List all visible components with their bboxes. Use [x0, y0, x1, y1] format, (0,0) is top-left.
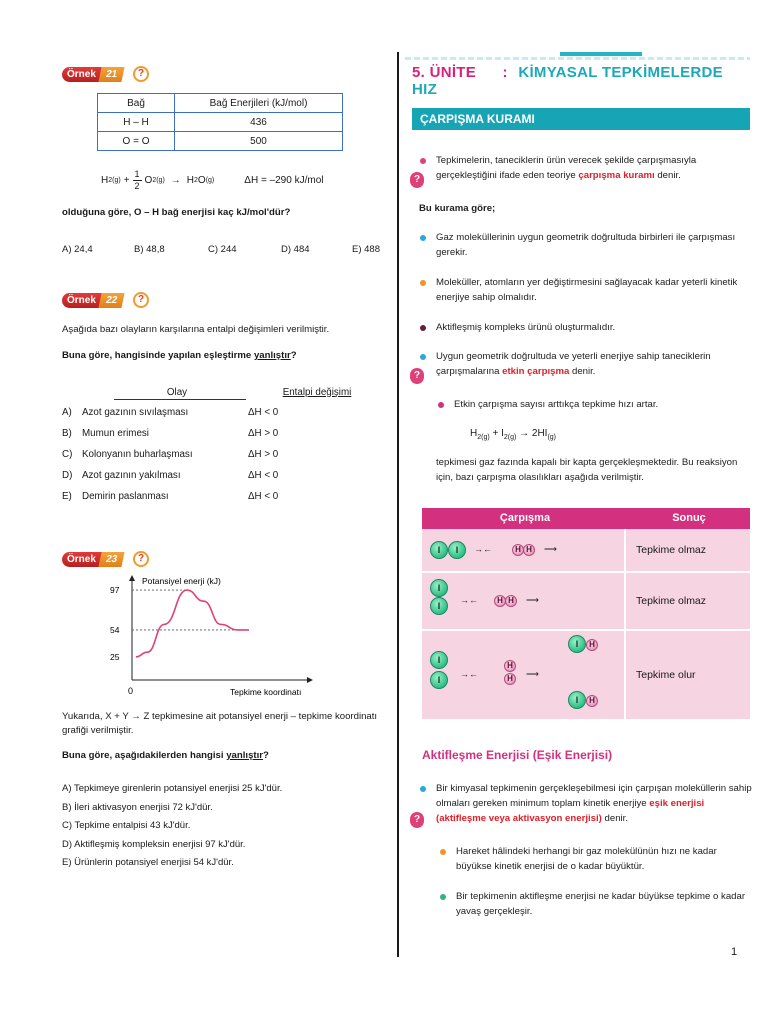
iodine-atom-icon: I: [448, 541, 466, 559]
example-number: 21: [98, 67, 124, 82]
origin-label: 0: [128, 686, 134, 696]
example-label: Örnek: [62, 552, 102, 567]
result-cell: Tepkime olmaz: [626, 573, 750, 629]
bullet-icon: [438, 402, 444, 408]
hydrogen-atom-icon: H: [504, 660, 516, 672]
highlight-term: çarpışma kuramı: [578, 170, 655, 181]
table-cell: 436: [175, 113, 343, 132]
table-row: [422, 529, 750, 573]
bullet-text: [436, 349, 752, 379]
event-text: Kolonyanın buharlaşması: [82, 449, 193, 460]
hi-reaction-equation: [470, 428, 556, 441]
formula-h2o: H: [186, 174, 195, 186]
text-run: denir.: [601, 813, 628, 824]
table-header-row: [422, 508, 750, 529]
example-label: Örnek: [62, 293, 102, 308]
header-underline: [114, 399, 246, 400]
table-row: [422, 573, 750, 631]
result-cell: Tepkime olur: [626, 631, 750, 719]
unit-name: KİMYASAL TEPKİMELERDE HIZ: [412, 64, 723, 98]
x-axis-label: Tepkime koordinatı: [230, 687, 302, 697]
collision-cell: [422, 529, 626, 571]
option-e[interactable]: E) 488: [352, 244, 380, 255]
reaction-arrow: →: [519, 428, 530, 439]
collision-cell: [422, 631, 626, 719]
bullet-icon: [420, 280, 426, 286]
answer-options: [62, 244, 392, 258]
event-text: Mumun erimesi: [82, 428, 149, 439]
formula-h2: H: [470, 428, 478, 439]
bullet-icon: [420, 158, 426, 164]
question-text: olduğuna göre, O – H bağ enerjisi kaç kJ/mol'dür?: [62, 207, 291, 218]
reaction-description: tepkimesi gaz fazında kapalı bir kapta gerçekleşmektedir. Bu reaksiyon için, bazı çarpışma olasılıkları aşağıda verilmiştir.: [436, 457, 738, 483]
collision-table: [422, 508, 750, 719]
bullet-icon: [440, 849, 446, 855]
bond-energy-table: [97, 93, 343, 151]
table-cell: 500: [175, 132, 343, 151]
bullet-text: Etkin çarpışma sayısı arttıkça tepkime hızı artar.: [454, 399, 659, 410]
formula-sub: (g): [205, 176, 215, 184]
option-e[interactable]: E) Ürünlerin potansiyel enerjisi 54 kJ'dür.: [62, 857, 234, 868]
hydrogen-atom-icon: H: [504, 673, 516, 685]
example-21-badge: [62, 66, 149, 82]
iodine-atom-icon: I: [430, 579, 448, 597]
unit-separator: :: [502, 64, 508, 81]
formula-i2: I: [501, 428, 504, 439]
table-row[interactable]: [62, 402, 382, 423]
hydrogen-atom-icon: H: [512, 544, 524, 556]
table-header-cell: Bağ Enerjileri (kJ/mol): [175, 94, 343, 113]
enthalpy-value: ΔH = –290 kJ/mol: [244, 174, 324, 186]
y-tick-label: 97: [110, 585, 120, 596]
example-22-badge: [62, 292, 149, 308]
hydrogen-atom-icon: H: [523, 544, 535, 556]
table-header-row: [98, 94, 343, 113]
y-axis-label: Potansiyel enerji (kJ): [142, 576, 221, 586]
event-enthalpy-table: [62, 382, 382, 507]
bullet-text: Aktifleşmiş kompleks ürünü oluşturmalıdır.: [436, 322, 616, 333]
reaction-equation: [101, 163, 323, 197]
example-number: 22: [98, 293, 124, 308]
bullet-text: Gaz moleküllerinin uygun geometrik doğrultuda birbirleri ile çarpışması gerekir.: [436, 232, 736, 258]
option-a[interactable]: A) 24,4: [62, 244, 93, 255]
fraction-denominator: 2: [134, 180, 140, 191]
intro-text: Yukarıda, X + Y → Z tepkimesine ait potansiyel enerji – tepkime koordinatı grafiği verilmiştir.: [62, 711, 378, 736]
unit-stripe: [405, 57, 750, 60]
enthalpy-text: ΔH < 0: [248, 407, 279, 418]
motion-arrow: ⟶: [526, 595, 539, 605]
table-cell: O = O: [98, 132, 175, 151]
question-text: [62, 749, 269, 763]
formula-sub: 2(g): [152, 176, 165, 184]
plus-sign: +: [123, 174, 130, 186]
col-result-header: Sonuç: [672, 512, 706, 524]
definition-paragraph: [436, 781, 752, 826]
collision-arrows: →←: [460, 669, 478, 679]
example-label: Örnek: [62, 67, 102, 82]
potential-energy-chart: [110, 570, 350, 700]
bullet-icon: [420, 354, 426, 360]
column-divider: [397, 52, 399, 957]
enthalpy-text: ΔH < 0: [248, 470, 279, 481]
formula-sub: 2(g): [108, 176, 121, 184]
bullet-text: Hareket hâlindeki herhangi bir gaz molekülünün hızı ne kadar büyükse kinetik enerjisi de o kadar büyüktür.: [456, 846, 717, 872]
hydrogen-atom-icon: H: [586, 639, 598, 651]
y-tick-label: 25: [110, 651, 120, 662]
bullet-text: Bir tepkimenin aktifleşme enerjisi ne kadar büyükse tepkime o kadar yavaş gerçekleşir.: [456, 891, 746, 917]
option-b[interactable]: B) İleri aktivasyon enerjisi 72 kJ'dür.: [62, 801, 213, 813]
formula-sub: (g): [547, 434, 557, 441]
col-collision-header: Çarpışma: [499, 512, 551, 524]
highlight-term: etkin çarpışma: [502, 366, 570, 377]
fraction: [133, 169, 142, 192]
motion-arrow: ⟶: [544, 544, 557, 554]
subsection-title: Aktifleşme Enerjisi (Eşik Enerjisi): [422, 748, 613, 762]
theory-lead: Bu kurama göre;: [419, 203, 496, 214]
option-letter: B): [62, 428, 72, 439]
event-text: Azot gazının sıvılaşması: [82, 407, 189, 418]
formula-sub: 2(g): [503, 434, 517, 441]
question-post: ?: [290, 350, 297, 361]
question-icon: ?: [133, 66, 149, 82]
table-header-cell: Bağ: [98, 94, 175, 113]
bullet-icon: [440, 894, 446, 900]
text-run: Uygun geometrik doğrultuda ve yeterli enerjiye sahip taneciklerin çarpışmalarına: [436, 351, 711, 377]
option-d[interactable]: D) 484: [281, 244, 310, 255]
question-marker-icon: ?: [410, 172, 424, 188]
option-letter: E): [62, 491, 72, 502]
option-d[interactable]: D) Aktifleşmiş kompleksin enerjisi 97 kJ'dür.: [62, 838, 246, 850]
hydrogen-atom-icon: H: [505, 595, 517, 607]
question-text: [62, 349, 297, 363]
fraction-numerator: 1: [134, 168, 140, 179]
formula-o: O: [197, 174, 206, 186]
unit-title: [412, 64, 752, 98]
motion-arrow: ⟶: [526, 669, 539, 679]
option-letter: D): [62, 470, 73, 481]
event-text: Demirin paslanması: [82, 491, 169, 502]
question-marker-icon: ?: [410, 368, 424, 384]
bullet-icon: [420, 325, 426, 331]
formula-sub: 2(g): [477, 434, 490, 441]
text-run: denir.: [569, 366, 596, 377]
question-underlined: yanlıştır: [253, 350, 291, 361]
page-number: 1: [731, 946, 738, 958]
bullet-icon: [420, 786, 426, 792]
iodine-atom-icon: I: [430, 651, 448, 669]
table-row[interactable]: [62, 465, 382, 486]
bullet-text: Moleküller, atomların yer değiştirmesini sağlayacak kadar yeterli kinetik enerjiye sahip olmalıdır.: [436, 277, 738, 303]
question-post: ?: [263, 750, 269, 761]
text-run: Bir kimyasal tepkimenin gerçekleşebilmesi için çarpışan moleküllerin sahip olmaları gereken minimum toplam kinetik enerjiye: [436, 783, 752, 809]
event-text: Azot gazının yakılması: [82, 470, 181, 481]
question-pre: Buna göre, aşağıdakilerden hangisi: [62, 750, 227, 761]
iodine-atom-icon: I: [568, 691, 586, 709]
col-enthalpy-header: Entalpi değişimi: [282, 386, 352, 398]
text-run: denir.: [654, 170, 681, 181]
formula-sub: 2: [194, 176, 198, 184]
collision-arrows: →←: [460, 595, 478, 605]
answer-options: [62, 780, 282, 873]
example-23-badge: [62, 551, 149, 567]
table-row: [422, 631, 750, 719]
option-b[interactable]: B) 48,8: [134, 244, 165, 255]
theory-paragraph: [436, 153, 752, 183]
iodine-atom-icon: I: [430, 541, 448, 559]
option-letter: C): [62, 449, 73, 460]
question-icon: ?: [133, 551, 149, 567]
intro-text: Aşağıda bazı olayların karşılarına entalpi değişimleri verilmiştir.: [62, 324, 330, 335]
formula-h2: H: [101, 174, 109, 186]
result-cell: Tepkime olmaz: [626, 529, 750, 571]
col-event-header: Olay: [166, 386, 188, 398]
unit-number: 5. ÜNİTE: [412, 64, 477, 81]
table-cell: H – H: [98, 113, 175, 132]
energy-curve: [136, 590, 249, 657]
option-letter: A): [62, 407, 72, 418]
table-row: [98, 132, 343, 151]
question-icon: ?: [133, 292, 149, 308]
highlight-term: eşik enerjisi (aktifleşme veya aktivasyon enerjisi): [436, 798, 705, 824]
table-row[interactable]: [62, 423, 382, 444]
section-header: ÇARPIŞMA KURAMI: [412, 108, 750, 130]
enthalpy-text: ΔH > 0: [248, 449, 279, 460]
table-row[interactable]: [62, 444, 382, 465]
bullet-icon: [420, 235, 426, 241]
question-underlined: yanlıştır: [226, 750, 264, 761]
y-tick-label: 54: [110, 624, 120, 635]
enthalpy-text: ΔH > 0: [248, 428, 279, 439]
formula-hi: 2HI: [531, 428, 548, 439]
option-c[interactable]: C) Tepkime entalpisi 43 kJ'dür.: [62, 820, 191, 831]
table-row: [98, 113, 343, 132]
iodine-atom-icon: I: [430, 671, 448, 689]
question-pre: Buna göre, hangisinde yapılan eşleştirme: [62, 350, 254, 361]
unit-accent-bar: [560, 52, 642, 56]
collision-cell: [422, 573, 626, 629]
collision-arrows: →←: [474, 544, 492, 554]
question-marker-icon: ?: [410, 812, 424, 828]
option-a[interactable]: A) Tepkimeye girenlerin potansiyel enerjisi 25 kJ'dür.: [62, 783, 283, 794]
hydrogen-atom-icon: H: [586, 695, 598, 707]
reaction-arrow: →: [170, 174, 181, 186]
example-number: 23: [98, 552, 124, 567]
hydrogen-atom-icon: H: [494, 595, 506, 607]
text-run: Tepkimelerin, taneciklerin ürün verecek şekilde çarpışmasıyla gerçekleştiğini ifade eden teoriye: [436, 155, 697, 181]
plus-sign: +: [492, 428, 499, 439]
formula-o2: O: [144, 174, 153, 186]
iodine-atom-icon: I: [568, 635, 586, 653]
option-c[interactable]: C) 244: [208, 244, 237, 255]
iodine-atom-icon: I: [430, 597, 448, 615]
table-row[interactable]: [62, 486, 382, 507]
enthalpy-text: ΔH < 0: [248, 491, 279, 502]
